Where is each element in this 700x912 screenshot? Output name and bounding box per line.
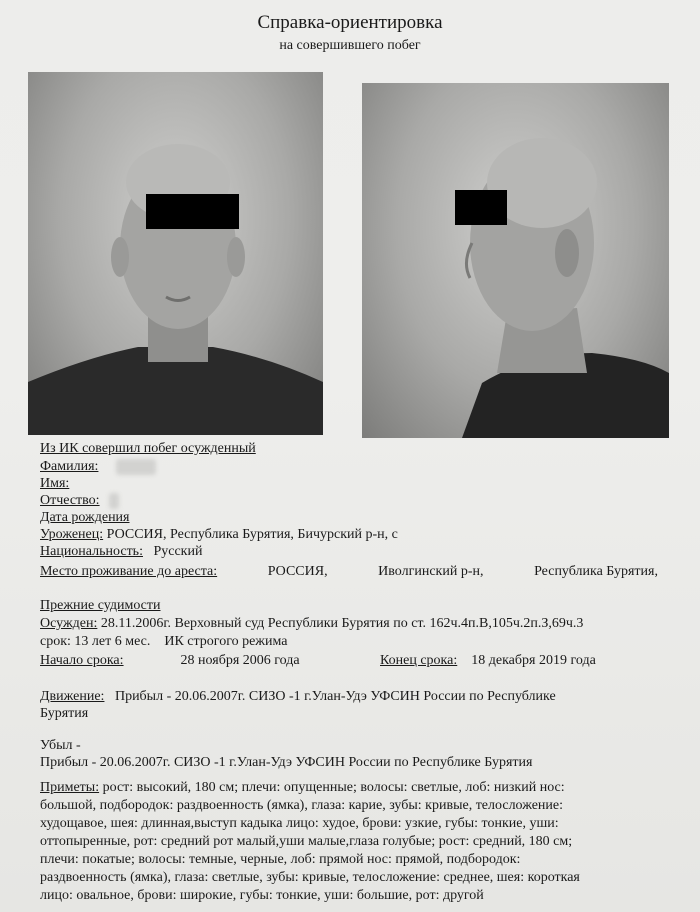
end-label: Конец срока: xyxy=(380,653,458,668)
residence-district: Иволгинский р-н, xyxy=(378,564,484,579)
residence-country: РОССИЯ, xyxy=(267,564,328,579)
native-value: РОССИЯ, Республика Бурятия, Бичурский р-н, с xyxy=(106,527,398,542)
residence-label: Место проживание до ареста: xyxy=(40,564,218,579)
document-subtitle: на совершившего побег xyxy=(279,38,421,53)
native-label: Уроженец: xyxy=(40,527,104,542)
regime-text: ИК строгого режима xyxy=(164,634,288,649)
end-value: 18 декабря 2019 года xyxy=(471,653,596,668)
start-label: Начало срока: xyxy=(40,653,124,668)
term-text: срок: 13 лет 6 мес. xyxy=(40,634,151,649)
signs-line: плечи: покатые; волосы: темные, черные, лоб: прямой нос: прямой, подбородок: xyxy=(40,852,521,867)
movement-value-cont: Бурятия xyxy=(40,706,89,721)
document-title: Справка-ориентировка xyxy=(257,12,443,33)
patronymic-label: Отчество: xyxy=(40,493,100,508)
signs-line: лицо: овальное, брови: широкие, губы: тонкие, уши: большие, рот: другой xyxy=(40,888,484,903)
signs-line: худощавое, шея: длинная,выступ кадыка лицо: худое, брови: узкие, губы: тонкие, уши: xyxy=(40,816,559,831)
departed-value: Прибыл - 20.06.2007г. СИЗО -1 г.Улан-Удэ УФСИН России по Республике Бурятия xyxy=(40,755,533,770)
profile-photo xyxy=(362,83,669,438)
face-redaction-bar xyxy=(146,194,239,229)
convicted-label: Осужден: xyxy=(40,616,98,631)
birthdate-label: Дата рождения xyxy=(40,510,130,525)
redacted-surname xyxy=(116,459,156,475)
prior-convictions-label: Прежние судимости xyxy=(40,598,161,613)
movement-value: Прибыл - 20.06.2007г. СИЗО -1 г.Улан-Удэ УФСИН России по Республике xyxy=(114,689,556,704)
signs-line: большой, подбородок: раздвоенность (ямка), глаза: карие, зубы: кривые, телосложение: xyxy=(40,798,563,813)
start-value: 28 ноября 2006 года xyxy=(180,653,300,668)
movement-label: Движение: xyxy=(40,689,105,704)
signs-line: оттопыренные, рот: средний рот малый,уши малые,глаза голубые; рост: средний, 180 см; xyxy=(40,834,573,849)
convicted-value: 28.11.2006г. Верховный суд Республики Бурятия по ст. 162ч.4п.В,105ч.2п.З,69ч.3 xyxy=(100,616,584,631)
surname-label: Фамилия: xyxy=(40,459,99,474)
name-label: Имя: xyxy=(40,476,70,491)
signs-line: рост: высокий, 180 см; плечи: опущенные; волосы: светлые, лоб: низкий нос: xyxy=(102,780,565,795)
residence-region: Республика Бурятия, xyxy=(534,564,658,579)
face-redaction-bar xyxy=(455,190,507,225)
nationality-label: Национальность: xyxy=(40,544,143,559)
departed-label: Убыл - xyxy=(40,738,81,753)
signs-line: раздвоенность (ямка), глаза: светлые, зубы: кривые, телосложение: среднее, шея: короткая xyxy=(40,870,580,885)
intro-text: Из ИК совершил побег осужденный xyxy=(40,441,256,456)
front-photo xyxy=(28,72,323,435)
nationality-value: Русский xyxy=(153,544,203,559)
signs-label: Приметы: xyxy=(40,780,100,795)
redacted-patronymic xyxy=(109,493,119,509)
